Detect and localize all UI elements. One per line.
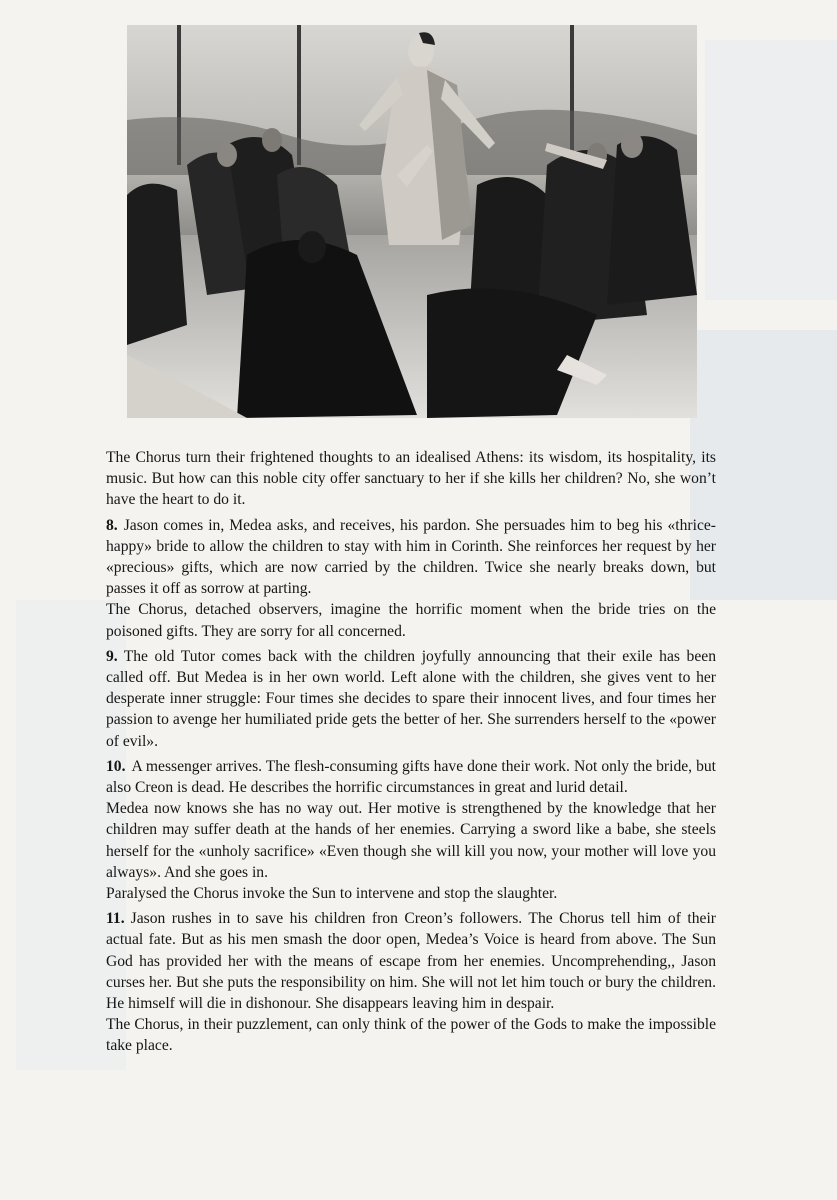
section-number: 10. [106, 757, 126, 775]
paragraph-text: A messenger arrives. The flesh-consuming gifts have done their work. Not only the bride, but also Creon is dead. He describes the horrific circumstances in great and lurid detail. [106, 757, 716, 797]
section-number: 8. [106, 516, 118, 534]
paragraph [106, 798, 716, 883]
paragraph-text: Jason rushes in to save his children fron Creon’s followers. The Chorus tell him of their actual fate. But as his men smash the door open, Medea’s Voice is heard from above. The Sun God has provided her with the means of escape from her enemies. Uncomprehending,, Jason curses her. But she puts the responsibility on him. She will not let him touch or bury the children. He himself will die in dishonour. She disappears leaving him in despair. [106, 910, 716, 1013]
paragraph [106, 908, 716, 1014]
paragraph [106, 883, 716, 904]
paragraph-text: Jason comes in, Medea asks, and receives, his pardon. She persuades him to beg his «thrice-happy» bride to allow the children to stay with him in Corinth. She reinforces her request by her «precious» gifts, which are now carried by the children. Twice she nearly breaks down, but passes it off as sorrow at parting. [106, 516, 716, 598]
paragraph-text: Medea now knows she has no way out. Her motive is strengthened by the knowledge that her children may suffer death at the hands of her enemies. Carrying a sword like a babe, she steels herself for the «unholy sacrifice» «Even though she will kill you now, your mother will love you always». And she goes in. [106, 800, 716, 881]
body-text [106, 447, 716, 1057]
paragraph-text: The Chorus turn their frightened thoughts to an idealised Athens: its wisdom, its hospitality, its music. But how can this noble city offer sanctuary to her if she kills her children? No, she won’t have the heart to do it. [106, 449, 716, 509]
show-through-top [705, 40, 837, 300]
section-number: 11. [106, 910, 125, 928]
paragraph [106, 756, 716, 798]
photo-illustration [127, 25, 697, 418]
section-number: 9. [106, 647, 118, 665]
paragraph-text: The old Tutor comes back with the children joyfully announcing that their exile has been called off. But Medea is in her own world. Left alone with the children, she gives vent to her desperate inner struggle: Four times she decides to spare their innocent lives, and four times her passion to avenge her humiliated pride gets the better of her. She surrenders herself to the «power of evil». [106, 647, 716, 750]
paragraph [106, 515, 716, 600]
paragraph [106, 1014, 716, 1056]
paragraph-text: The Chorus, in their puzzlement, can only think of the power of the Gods to make the impossible take place. [106, 1016, 716, 1055]
paragraph-text: The Chorus, detached observers, imagine the horrific moment when the bride tries on the poisoned gifts. They are sorry for all concerned. [106, 601, 716, 640]
paragraph-text: Paralysed the Chorus invoke the Sun to intervene and stop the slaughter. [106, 885, 558, 903]
paragraph [106, 447, 716, 511]
paragraph [106, 646, 716, 752]
paragraph [106, 599, 716, 641]
theatre-chorus-photo [127, 25, 697, 418]
